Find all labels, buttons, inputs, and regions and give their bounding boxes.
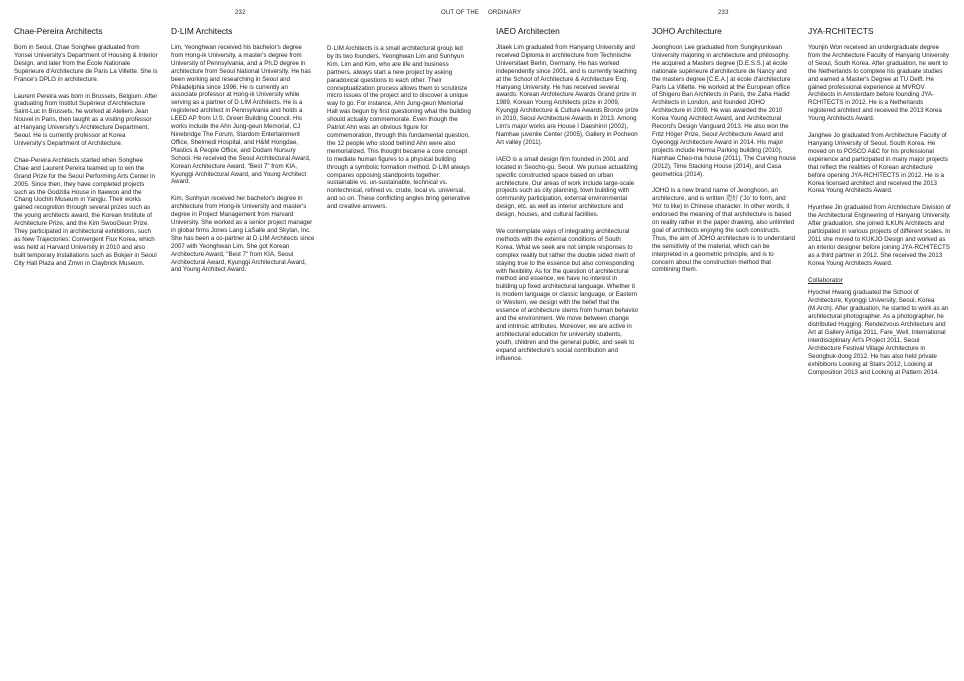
paragraph: Chae-Pereira Architects started when Songhee Chae and Laurent Pereira teamed up to win the Grand Prize for the Seoul Performing Arts Center in 2005. Since then, they have completed projects such as the Godzilla House in Itaewon and the Chang Uochin Museum in Yangju. Their works gained recognition through several prizes such as the young architects award, the Korean Institute of Architecture Prize, and the Kim SwooGeun Prize. They participated in architectural exhibitions, such as New Trajectories: Convergent Flux Korea, which was held at Harvard University in 2010 and also built temporary installations such as Bokjeir in Seoul City Hall Plaza and Zmvn in Claybrick Museum. (14, 156, 157, 267)
column-joho (652, 26, 796, 283)
paragraph: Born in Seoul, Chae Songhee graduated from Yonsei University's Department of Housing & Interior Design, and later from the École Nationale Supérieure d'Architecture de Paris La Villette. She is France's DPLG in architecture. (14, 44, 158, 83)
section-heading: JYA-RCHITECTS (808, 26, 874, 36)
paragraph: Jitaek Lim graduated from Hanyang University and received Diploma in architecture from Technische Universitaet Berlin, Germany. He has worked independently since 2001, and is currently teaching at the School of Architecture & Architecture Eng. Hanyang University. He has received several awards: Korean Architecture Awards Grand prize in 1989, Korean Young Architects prize in 2009, Kyunggi Architecture & Culture Awards Bronze prize in 2010, Seoul Architecture Awards in 2013. Among Lim's major works are House I Daeshinri (2002), Namhae juvenile Center (2005), Gallery in Pocheon Art valley (2011). (496, 44, 639, 146)
paragraph: JOHO is a new brand name of Jeonghoon, an architecture, and is written 造好 ('Jo' to form, and 'Ho' to like) in Chinese character. In other words, it endorsed the meaning of that architecture is based on reality rather in the paper drawing, also unlimited goal of architects enjoying the such constructs. Thus, the aim of JOHO architecture is to understand the sensitivity of the material, which can be interpreted in a geometric principle, and is to concern about the construction method that combining them. (652, 187, 796, 274)
section-heading: Chae-Pereira Architects (14, 26, 103, 36)
paragraph: Hyunhee Jin graduated from Architecture Division of the Architectural Engineering of Hanyang University. After graduation, she joined ILKUN Architects and participated in various projects of different scales. In 2011 she moved to KUKJO Design and worked as an interior designer before joining JYA-RCHITECTS as a third partner in 2012. She received the 2013 Korea Young Architects Award. (808, 204, 951, 267)
page-number-right: 233 (718, 10, 729, 16)
column-iaeo (496, 26, 640, 371)
section-heading: JOHO Architecture (652, 26, 722, 36)
collaborator-heading: Collaborator (808, 276, 843, 284)
paragraph: Lim, Yeonghwan received his bachelor's degree from Hong-ik University, a master's degree from University of Pennsylvania, and a Ph.D degree in architecture from Seoul National University. He has been working and researching in Seoul and Philadelphia since 1996. He is currently an associate professor at Hong-ik University while serving as a partner of D·LIM Architects. He is a registered architect in Pennsylvania and holds a LEED AP from U.S. Green Building Council. His works include the Ahn Jung-geun Memorial, CJ Ninebridge The Forum, Stardom Entertainment Office, Shelmedi Hospital, and H&M Hongdae, Plastics & People Office, and Dodam Nursury School. He received the Seoul Architectural Award, Korean Architecture Award, "Best 7" from KIA, Kyunggi Architectural Award, and Young Architect Award. (171, 44, 311, 186)
paragraph: We contemplate ways of integrating architectural methods with the external conditions of South Korea. What we seek are not simple responses to complex reality but rather the double sided merit of staying true to the essence but also corresponding with flexibility. As for the question of architectural method and essence, we have no interest in building up fixed architectural language. Whether it is modern language or classic language, or Eastern or Western, we design with the belief that the essence of architecture stems from human behavior and the environment. We move between change and intrinsic attributes. Moreover, we are active in architectural education for university students, youth, children and the general public, and seek to expand architecture's social contribution and influence. (496, 228, 639, 362)
running-title-b: ORDINARY (488, 10, 522, 16)
paragraph: Younjin Won received an undergraduate degree from the Architecture Faculty of Hanyang University of Seoul, South Korea. After graduation, he went to the Netherlands to complete his graduate studies and earned a Master's Degree at TU Delft. He gained professional experience at MVRDV Architects in Amsterdam before founding JYA-RCHITECTS in 2012. He is a Netherlands registered architect and received the 2013 Korea Young Architects Award. (808, 44, 949, 123)
section-heading: D·LIM Architects (171, 26, 233, 36)
paragraph: IAEO is a small design firm founded in 2001 and located in Seocho-gu, Seoul. We pursue actualizing specific constructed space based on urban architecture. Our areas of work include large-scale projects such as city planning, town building with community participation, external environmental design, etc. as well as interior architecture and design, houses, and cultural facilities. (496, 155, 638, 219)
section-heading: IAEO Architecten (496, 26, 560, 36)
paragraph: Kim, Sunhyun received her bachelor's degree in architecture from Hong-ik University and master's degree in Project Management from Harvard University. She worked as a senior project manager in global firms Jones Lang LaSalle and Skylan, Inc. She has been a co-partner at D·LIM Architects since 2007 with Yeonghwan Lim. She got Korean Architecture Award, "Best 7" from KIA, Seoul Architectural Award, Kyunggi Architectural Award, and Young Architect Award. (171, 195, 315, 274)
column-dlim-practice (327, 45, 471, 220)
column-jya-rchitects (808, 26, 952, 385)
column-dlim-bios (171, 26, 315, 283)
column-chae-pereira (14, 26, 158, 277)
page-number-left: 232 (235, 10, 246, 16)
paragraph: Janghee Jo graduated from Architecture Faculty of Hanyang University of Seoul, South Korea. He moved on to POSCO A&C for his professional experience and participated in many major projects that reflect the realities of Korean architecture before opening JYA-RCHITECTS in 2012. He is a Korea licensed architect and received the 2013 Korea Young Architects Award. (808, 132, 948, 195)
paragraph: D·LIM Architects is a small architectural group led by its two founders, Yeonghwan Lim and Sunhyun Kim. Lim and Kim, who are life and business partners, always start a new project by asking paradoxical questions to each other. Their conceptualization process allows them to scrutinize micro issues of the project and to discover a unique way to go. For instance, Ahn Jung-geun Memorial Hall was begun by first questioning what the building should actually commemorate. Even though the Patriot Ahn was an obvious figure for commemoration, through this fundamental question, the 12 people who stood behind Ahn were also memorialized. This thought became a core concept to mediate human figures to a physical building through a symbolic formation method. D·LIM always compares opposing standpoints together: sustainable vs. un-sustainable, technical vs. nontechnical, refined vs. crude, local vs. universal, and so on. These conflicting angles bring generative and creative answers. (327, 45, 471, 211)
paragraph: Jeonghoon Lee graduated from Sungkyunkwan University majoring in architecture and philosophy. He acquired a Masters degree [D.E.S.S.] at école nationale supérieure d'architecture de Nancy and the masters degree [C.E.A.] at école d'architecture Paris La Villette. He worked at the European office of Shigeru Ban Architects in Paris, the Zaha Hadid Architects in London, and founded JOHO Architecture in 2009. He was awarded the 2010 Korea Young Architect Award, and Architectural Record's Design Vanguard 2013. He also won the Fritz Höger Prize, Seoul Architecture Award and Gyeonggi Architecture Award in 2014. His major projects include Herma Parking building (2010), Namhae Cheo-ma house (2011), The Curving house (2012), Time Stacking House (2014), and Casa geometrica (2014). (652, 44, 796, 178)
paragraph: Laurent Pereira was born in Brussels, Belgium. After graduating from Institut Supérieur d'Architecture Saint-Luc in Brussels, he worked at Ateliers Jean Nouvel in Paris, then taught as a visiting professor at Hanyang University's Architecture Department, Seoul. He is currently professor at Korea University's Department of Architecture. (14, 92, 158, 147)
running-title-a: OUT OF THE (441, 10, 480, 16)
paragraph: Hyochel Hwang graduated the School of Architecture, Kyonggi University, Seoul, Korea (M.Arch). After graduation, he started to work as an architectural photographer. As a photographer, he distributed Hugging: Rendezvous Architecture and Art at Gallery Artiga 2011, Fare_Well, International interdisciplinary Art's Project 2011, Seoul Architecture Festival Village Architecture in Seongbuk-dong 2012. He has also held private exhibitions Looking at Stairs 2012, Looking at Composition 2013 and Looking at Pattern 2014. (808, 289, 949, 376)
